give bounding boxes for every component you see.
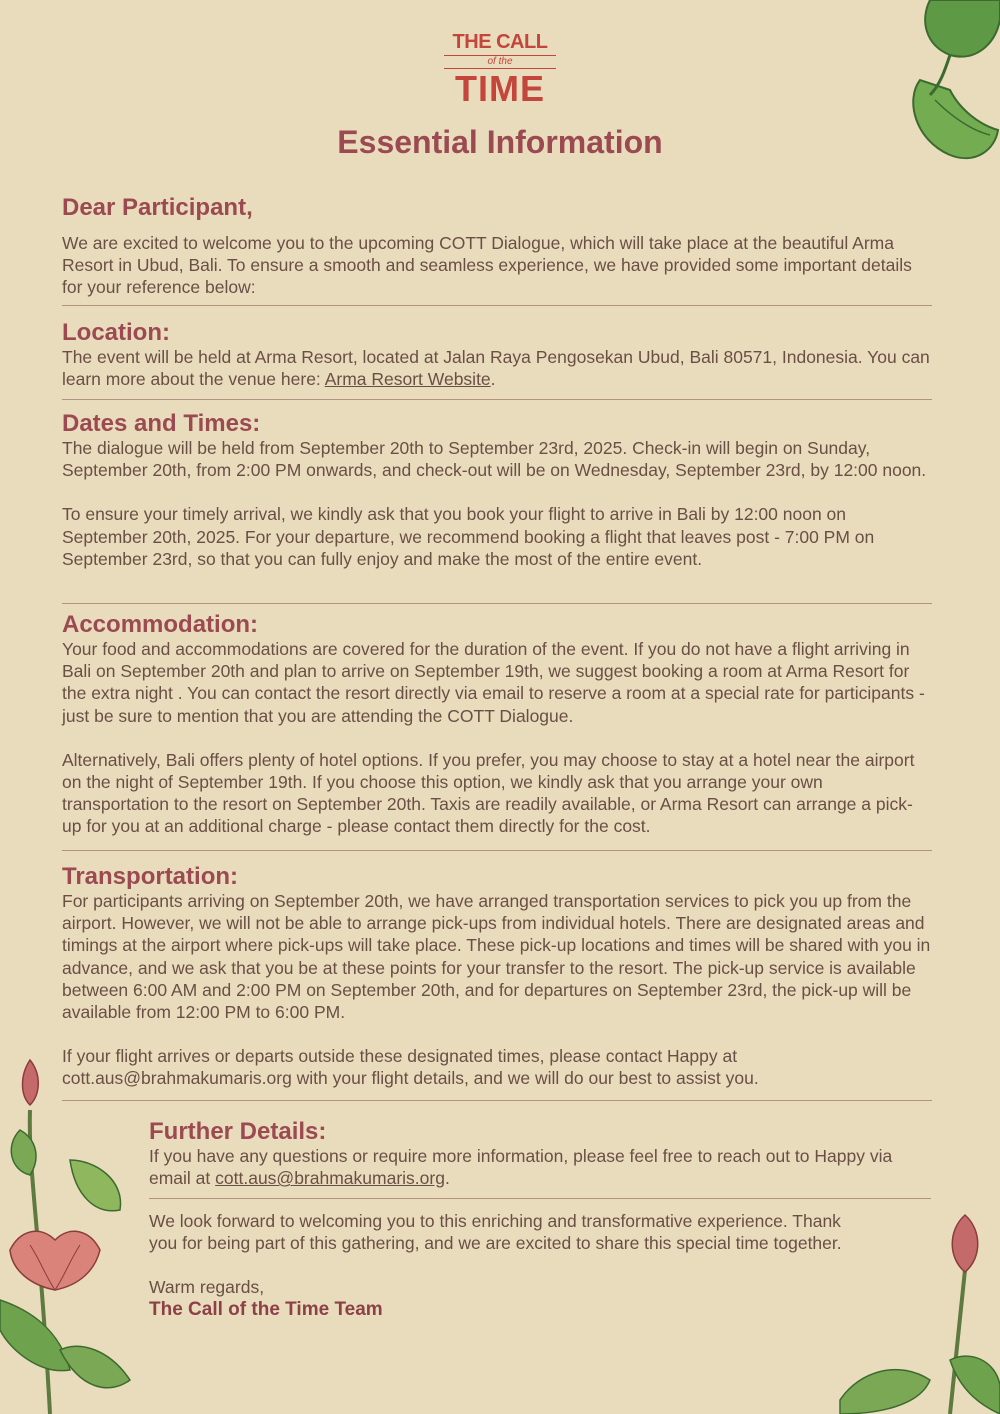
accommodation-paragraph-2: Alternatively, Bali offers plenty of hotel options. If you prefer, you may choose to stay at a hotel near the airport on the night of September 19th. If you choose this option, we kindly ask that you arrange your own transportation to the resort on September 20th. Taxis are readily available, or Arma Resort can arrange a pick-up for you at an additional charge - please contact them directly for the cost. bbox=[62, 749, 915, 837]
logo-line-2: of the bbox=[444, 55, 556, 69]
lotus-flower-bottom-left-icon bbox=[0, 1050, 140, 1414]
section-divider bbox=[62, 603, 932, 604]
location-paragraph bbox=[62, 346, 932, 390]
section-divider bbox=[62, 399, 932, 400]
page-title: Essential Information bbox=[337, 124, 663, 160]
dates-paragraph-2: To ensure your timely arrival, we kindly ask that you book your flight to arrive in Bali by 12:00 noon on September 20th, 2025. For your departure, we recommend booking a flight that leaves post - 7:00 PM on September 23rd, so that you can fully enjoy and make the most of the entire event. bbox=[62, 504, 875, 569]
section-divider bbox=[62, 305, 932, 306]
closing-section bbox=[149, 1210, 849, 1321]
arma-resort-website-link[interactable]: Arma Resort Website bbox=[324, 369, 491, 390]
greeting-heading: Dear Participant, bbox=[62, 194, 253, 221]
closing-paragraph: We look forward to welcoming you to this enriching and transformative experience. Thank you for being part of this gathering, and we are excited to share this special time together. bbox=[149, 1211, 842, 1254]
dates-paragraph-1: The dialogue will be held from September 20th to September 23rd, 2025. Check-in will begin on Sunday, September 20th, from 2:00 PM onwards, and check-out will be on Wednesday, September 23rd, by 12:00 noon. bbox=[62, 438, 927, 481]
event-logo bbox=[436, 30, 564, 109]
greeting-section bbox=[62, 195, 932, 299]
section-divider bbox=[62, 1100, 932, 1101]
closing-signature: The Call of the Time Team bbox=[149, 1298, 383, 1320]
location-after: . bbox=[490, 369, 496, 390]
lotus-bud-bottom-right-icon bbox=[830, 1210, 1000, 1414]
further-details-heading: Further Details: bbox=[149, 1118, 327, 1145]
location-section bbox=[62, 320, 932, 390]
intro-paragraph: We are excited to welcome you to the upcoming COTT Dialogue, which will take place at the beautiful Arma Resort in Ubud, Bali. To ensure a smooth and seamless experience, we have provided some important details for your reference below: bbox=[62, 233, 912, 298]
transportation-section bbox=[62, 864, 932, 1090]
further-details-text: If you have any questions or require more information, please feel free to reach out to Happy via email at bbox=[149, 1146, 893, 1189]
closing-regards: Warm regards, bbox=[149, 1277, 265, 1298]
accommodation-section bbox=[62, 612, 932, 838]
transportation-paragraph-1: For participants arriving on September 20th, we have arranged transportation services to pick you up from the airport. However, we will not be able to arrange pick-ups from individual hotels. There are designated areas and timings at the airport where pick-ups will take place. These pick-up locations and times will be shared with you in advance, and we ask that you be at these points for your transfer to the resort. The pick-up service is available between 6:00 AM and 2:00 PM on September 20th, and for departures on September 23rd, the pick-up will be available from 12:00 PM to 6:00 PM. bbox=[62, 891, 931, 1023]
transportation-heading: Transportation: bbox=[62, 863, 239, 890]
further-details-section bbox=[149, 1119, 931, 1189]
transportation-paragraph-2: If your flight arrives or departs outside these designated times, please contact Happy at cott.aus@brahmakumaris.org with your flight details, and we will do our best to assist you. bbox=[62, 1046, 759, 1089]
accommodation-heading: Accommodation: bbox=[62, 611, 259, 638]
location-text: The event will be held at Arma Resort, located at Jalan Raya Pengosekan Ubud, Bali 80571, Indonesia. You can learn more about the venue here: bbox=[62, 347, 930, 390]
location-heading: Location: bbox=[62, 319, 170, 346]
dates-heading: Dates and Times: bbox=[62, 410, 261, 437]
logo-line-1: THE CALL bbox=[452, 31, 548, 53]
further-details-after: . bbox=[444, 1168, 450, 1189]
further-details-paragraph bbox=[149, 1145, 931, 1189]
accommodation-paragraph-1: Your food and accommodations are covered for the duration of the event. If you do not have a flight arriving in Bali on September 20th and plan to arrive on September 19th, we suggest booking a room at Arma Resort for the extra night . You can contact the resort directly via email to reserve a room at a special rate for participants - just be sure to mention that you are attending the COTT Dialogue. bbox=[62, 639, 925, 726]
section-divider bbox=[149, 1198, 931, 1199]
dates-section bbox=[62, 411, 932, 570]
section-divider bbox=[62, 850, 932, 851]
contact-email-link[interactable]: cott.aus@brahmakumaris.org bbox=[215, 1168, 445, 1189]
logo-line-3: TIME bbox=[455, 68, 545, 109]
